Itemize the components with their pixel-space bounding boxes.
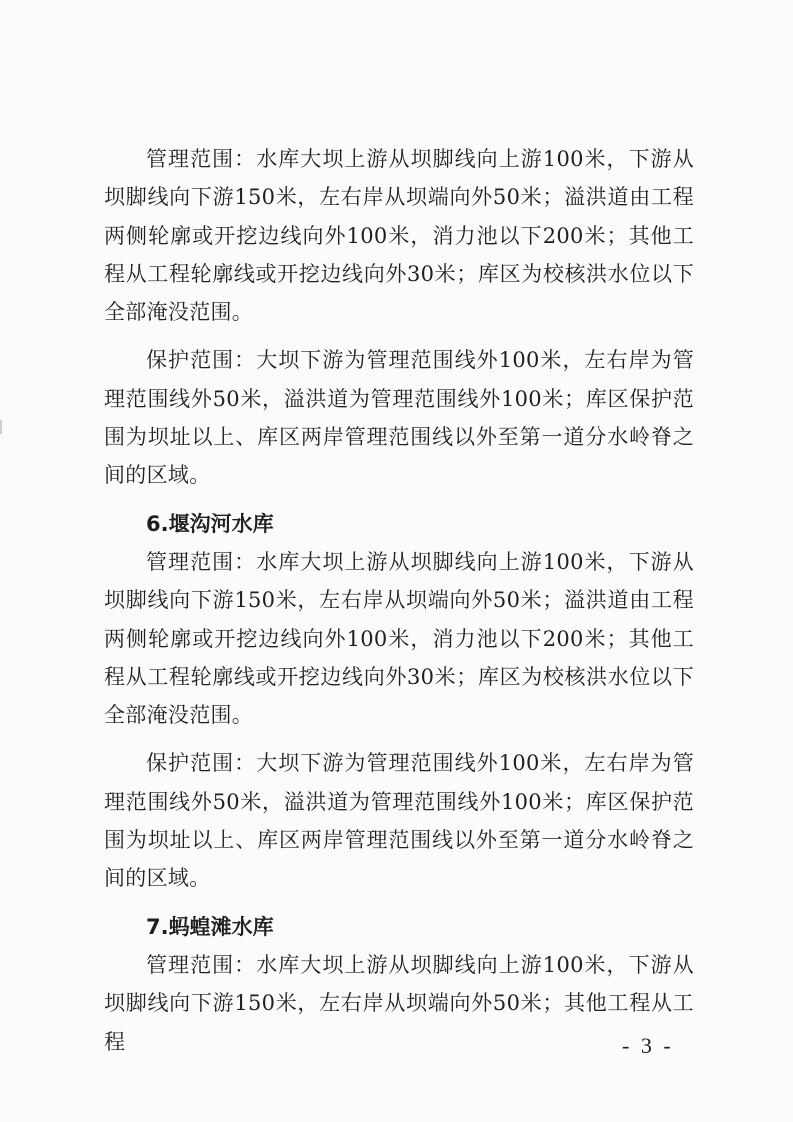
paragraph-protection-scope-6: 保护范围：大坝下游为管理范围线外100米，左右岸为管理范围线外50米，溢洪道为管理范围线外100米；库区保护范围为坝址以上、库区两岸管理范围线以外至第一道分水岭脊之间的区域。 bbox=[104, 751, 694, 891]
scan-edge-mark bbox=[0, 420, 2, 434]
section-heading-yangouhe-reservoir: 6.堰沟河水库 bbox=[146, 511, 274, 536]
paragraph-management-scope-6: 管理范围：水库大坝上游从坝脚线向上游100米，下游从坝脚线向下游150米，左右岸从坝端向外50米；溢洪道由工程两侧轮廓或开挖边线向外100米，消力池以下200米；其他工程从工程轮廓线或开挖边线向外30米；库区为校核洪水位以下全部淹没范围。 bbox=[104, 549, 694, 728]
paragraph-management-scope-5: 管理范围：水库大坝上游从坝脚线向上游100米，下游从坝脚线向下游150米，左右岸从坝端向外50米；溢洪道由工程两侧轮廓或开挖边线向外100米，消力池以下200米；其他工程从工程轮廓线或开挖边线向外30米；库区为校核洪水位以下全部淹没范围。 bbox=[104, 147, 694, 325]
section-heading-mahuangtan-reservoir: 7.蚂蝗滩水库 bbox=[146, 914, 274, 939]
document-body bbox=[104, 140, 694, 1061]
page-number: - 3 - bbox=[622, 1033, 674, 1058]
paragraph-protection-scope-5: 保护范围：大坝下游为管理范围线外100米，左右岸为管理范围线外50米，溢洪道为管理范围线外100米；库区保护范围为坝址以上、库区两岸管理范围线以外至第一道分水岭脊之间的区域。 bbox=[104, 348, 694, 488]
paragraph-management-scope-7: 管理范围：水库大坝上游从坝脚线向上游100米，下游从坝脚线向下游150米，左右岸从坝端向外50米；其他工程从工程 bbox=[104, 952, 694, 1054]
